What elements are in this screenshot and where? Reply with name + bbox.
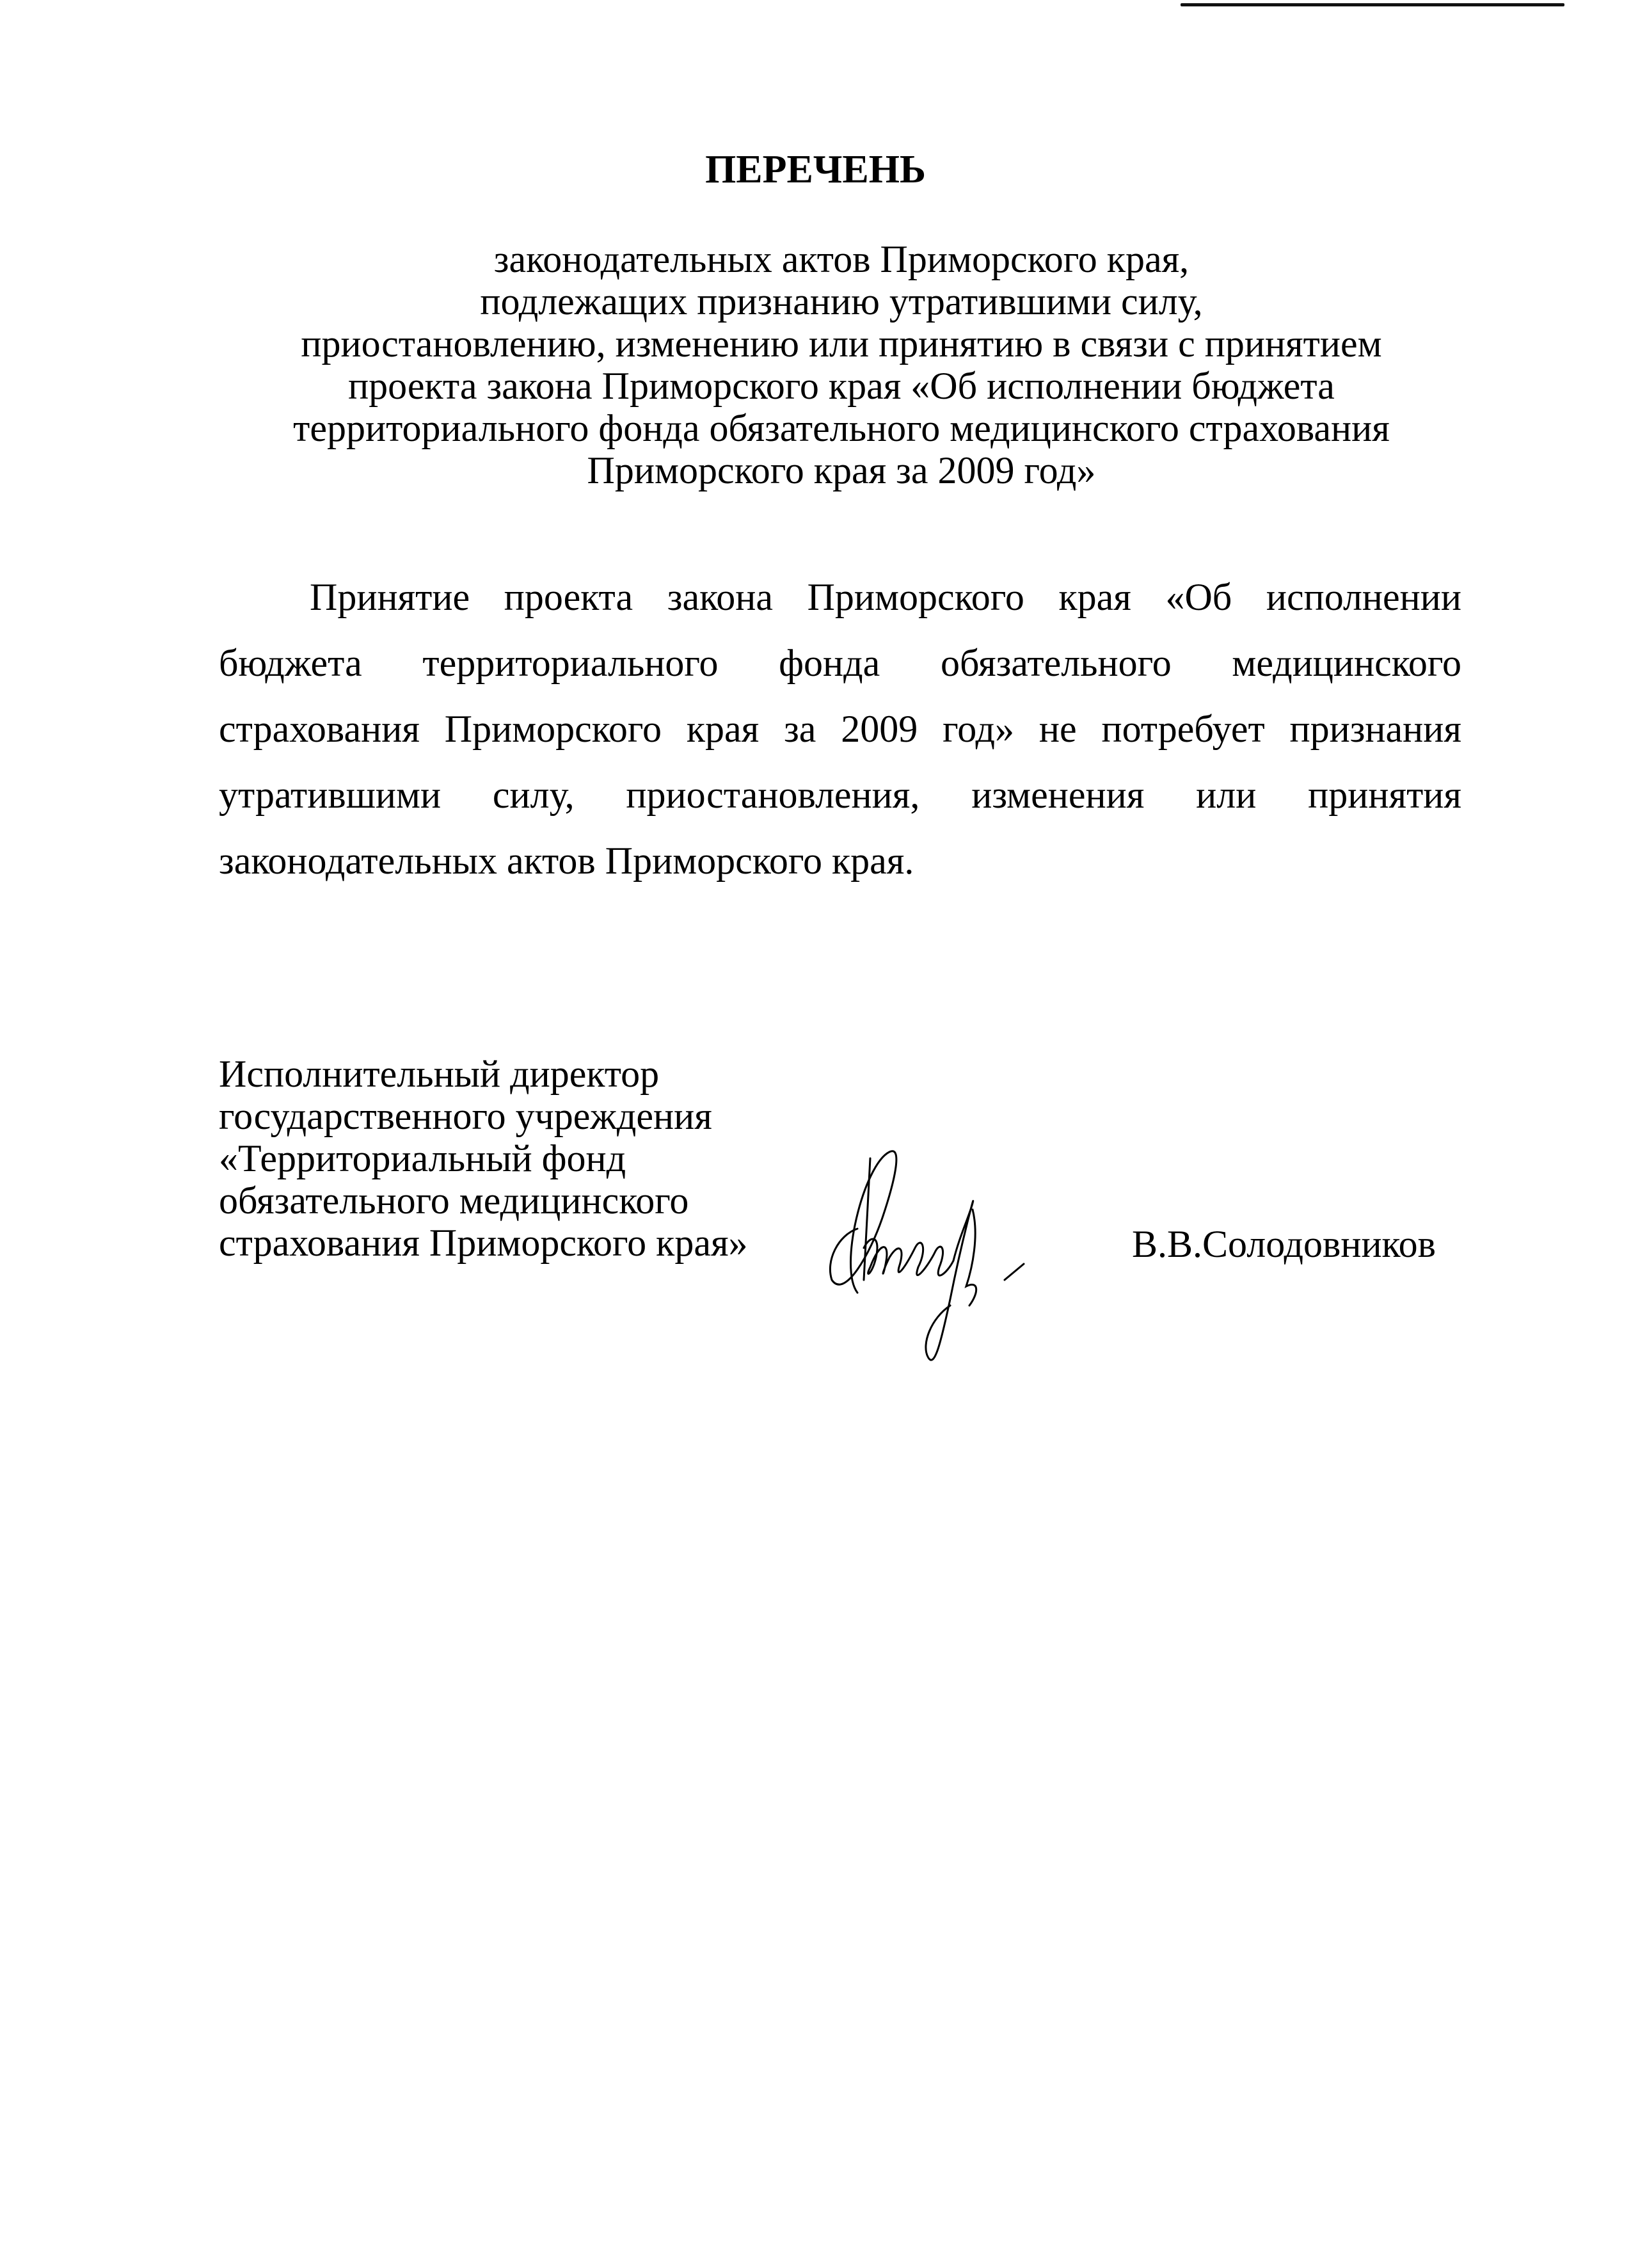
signatory-line: «Территориальный фонд xyxy=(219,1137,626,1179)
subtitle-line: проекта закона Приморского края «Об исполнении бюджета xyxy=(348,365,1335,407)
signatory-line: обязательного медицинского xyxy=(219,1179,689,1222)
signatory-line: страхования Приморского края» xyxy=(219,1222,748,1264)
handwritten-signature xyxy=(768,1139,1075,1376)
subtitle-line: подлежащих признанию утратившими силу, xyxy=(480,280,1203,323)
subtitle-line: законодательных актов Приморского края, xyxy=(493,238,1189,280)
signatory-line: Исполнительный директор xyxy=(219,1053,660,1095)
scan-edge-line xyxy=(1181,3,1564,6)
document-title: ПЕРЕЧЕНЬ xyxy=(705,148,926,191)
subtitle-line: Приморского края за 2009 год» xyxy=(587,449,1096,491)
subtitle-line: приостановлению, изменению или принятию в связи с принятием xyxy=(301,323,1382,365)
signatory-name: В.В.Солодовников xyxy=(1132,1223,1436,1265)
subtitle-line: территориального фонда обязательного медицинского страхования xyxy=(293,407,1390,449)
body-paragraph: Принятие проекта закона Приморского края «Об исполнении бюджета территориального фонда обязательного медицинского страхования Приморского края за 2009 год» не потребует признания утратившими силу, приостановления, изменения или принятия законодательных актов Приморского края. xyxy=(219,576,1461,882)
signatory-line: государственного учреждения xyxy=(219,1095,712,1137)
document-subtitle xyxy=(192,238,1491,491)
signatory-title xyxy=(219,1053,748,1264)
